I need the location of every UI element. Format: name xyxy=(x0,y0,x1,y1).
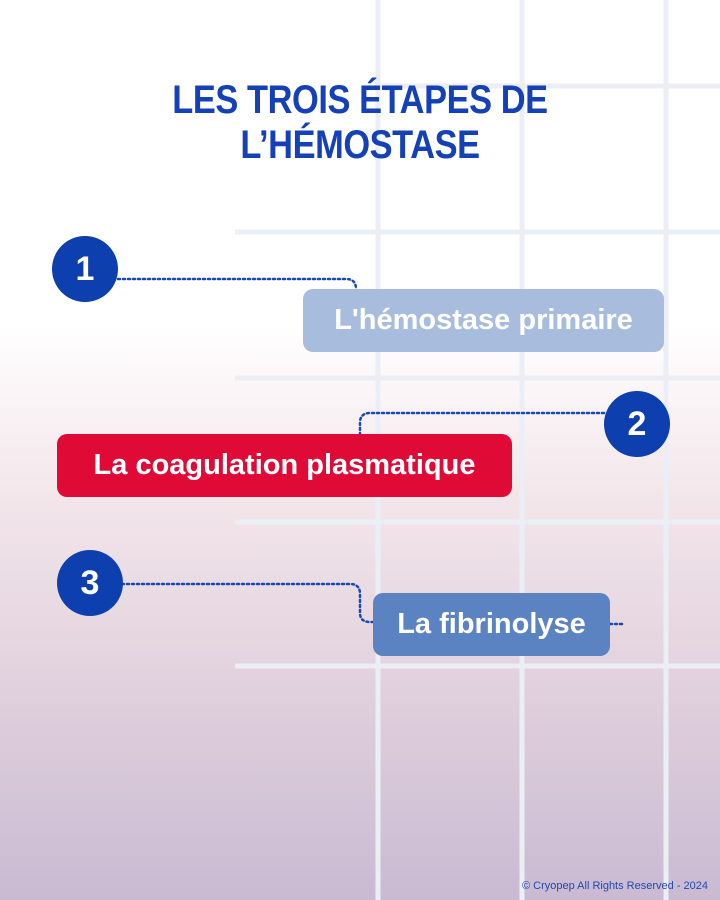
step-1-label-box xyxy=(303,289,664,352)
step-3-number: 3 xyxy=(80,563,100,602)
step-1-label: L'hémostase primaire xyxy=(334,304,633,336)
copyright-footer: © Cryopep All Rights Reserved - 2024 xyxy=(521,880,708,892)
step-2-label-box xyxy=(57,434,512,497)
step-2-badge xyxy=(604,391,670,457)
connector-step-3 xyxy=(122,584,375,622)
step-3-label-box xyxy=(373,593,610,656)
page-title: LES TROIS ÉTAPES DE L’HÉMOSTASE xyxy=(172,78,548,167)
step-1-number: 1 xyxy=(75,249,95,288)
step-3-badge xyxy=(57,550,123,616)
connector-step-2 xyxy=(360,413,604,436)
step-2-label: La coagulation plasmatique xyxy=(93,449,476,481)
step-1-badge xyxy=(52,236,118,302)
step-2-number: 2 xyxy=(627,404,647,443)
step-3-label: La fibrinolyse xyxy=(397,608,586,640)
